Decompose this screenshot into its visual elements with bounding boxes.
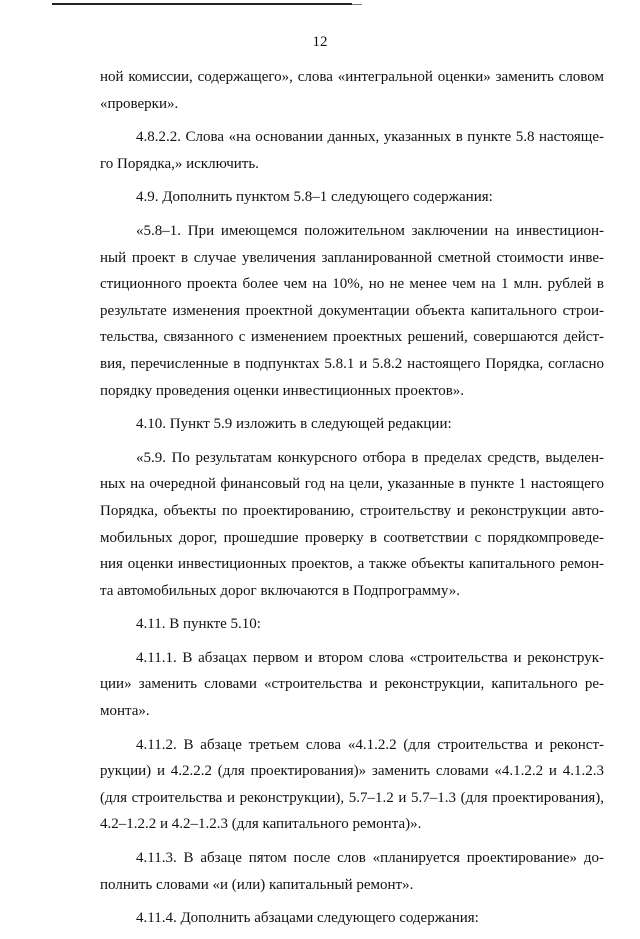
paragraph-4-11: 4.11. В пункте 5.10: (136, 616, 261, 633)
paragraph-4-11-2: 4.11.2. В абзаце третьем слова «4.1.2.2 (для строительства и реконст-рукции) и 4.2.2.2 (для проектирования)» заменить словами «4.1.2.2 и 4.1.2.3 (для строительства и реконструкции), 5.7–1.2 и 5.7–1.3 (для проектирования), 4.2–1.2.2 и 4.2–1.2.3 (для капитального ремонта)». (100, 736, 604, 833)
paragraph-4-10: 4.10. Пункт 5.9 изложить в следующей редакции: (136, 416, 452, 433)
top-rule-tail (352, 4, 362, 5)
paragraph-4-11-3: 4.11.3. В абзаце пятом после слов «планируется проектирование» до-полнить словами «и (или) капитальный ремонт». (100, 850, 604, 893)
document-body (100, 64, 604, 939)
paragraph-4-11-4: 4.11.4. Дополнить абзацами следующего содержания: (136, 910, 479, 927)
top-rule (52, 3, 352, 5)
paragraph-4-8-2-2: 4.8.2.2. Слова «на основании данных, указанных в пункте 5.8 настояще-го Порядка,» исключить. (100, 129, 604, 172)
paragraph-4-9: 4.9. Дополнить пунктом 5.8–1 следующего содержания: (136, 189, 493, 206)
page-number: 12 (312, 34, 328, 50)
paragraph-5-8-1: «5.8–1. При имеющемся положительном заключении на инвестицион-ный проект в случае увеличения запланированной сметной стоимости инве-стиционного проекта более чем на 10%, но не менее чем на 1 млн. рублей в результате изменения проектной документации объекта капитального строи-тельства, связанного с изменением проектных решений, совершаются дейст-вия, перечисленные в подпунктах 5.8.1 и 5.8.2 настоящего Порядка, согласно порядку проведения оценки инвестиционных проектов». (100, 222, 604, 399)
paragraph-5-9: «5.9. По результатам конкурсного отбора в пределах средств, выделен-ных на очередной финансовый год на цели, указанные в пункте 1 настоящего Порядка, объекты по проектированию, строительству и реконструкции авто-мобильных дорог, прошедшие проверку в соответствии с порядкомпроведе-ния оценки инвестиционных проектов, а также объекты капитального ремон-та автомобильных дорог включаются в Подпрограмму». (100, 449, 604, 599)
paragraph-continuation: ной комиссии, содержащего», слова «интегральной оценки» заменить словом «проверки». (100, 69, 604, 112)
paragraph-4-11-1: 4.11.1. В абзацах первом и втором слова «строительства и реконструк-ции» заменить словами «строительства и реконструкции, капитального ре-монта». (100, 649, 604, 720)
